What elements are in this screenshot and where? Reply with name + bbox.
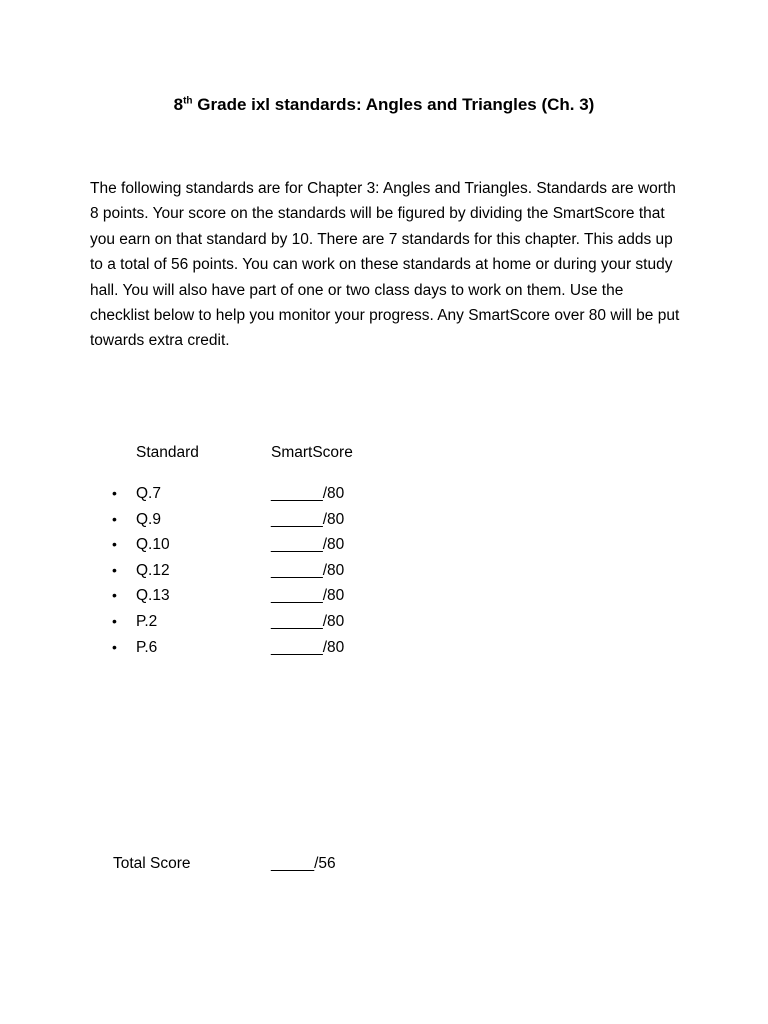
smartscore-blank: ______/80 [271,510,345,528]
standard-code: Q.12 [136,561,170,579]
list-item [0,583,500,609]
smartscore-blank: ______/80 [271,561,345,579]
standards-table-header [136,444,436,466]
total-score-label: Total Score [113,855,191,872]
smartscore-blank: ______/80 [271,485,345,502]
list-item [0,507,500,533]
list-item [0,558,500,584]
list-item [0,532,500,558]
standard-code: Q.13 [136,587,170,605]
smartscore-blank: ______/80 [271,612,345,630]
title-superscript: th [183,95,193,107]
smartscore-blank: ______/80 [271,536,345,554]
list-item [0,635,500,661]
page-title [0,93,768,117]
total-score-blank: _____/56 [271,855,336,872]
standard-code: Q.9 [136,510,161,528]
standard-code: P.2 [136,612,158,630]
standard-code: P.6 [136,638,158,656]
bullet-icon: • [112,536,117,553]
standard-code: Q.7 [136,485,161,502]
total-score-row [113,852,413,876]
title-text: Grade ixl standards: Angles and Triangles (Ch. 3) [192,95,595,114]
bullet-icon: • [112,587,117,604]
bullet-icon: • [112,510,117,527]
standard-code: Q.10 [136,536,170,554]
smartscore-blank: ______/80 [271,638,345,656]
list-item [0,609,500,635]
bullet-icon: • [112,485,117,501]
list-item [0,481,500,507]
standards-checklist [0,481,500,660]
title-prefix: 8 [173,95,184,114]
bullet-icon: • [112,638,117,655]
smartscore-column-header: SmartScore [271,444,353,461]
bullet-icon: • [112,561,117,578]
smartscore-blank: ______/80 [271,587,345,605]
bullet-icon: • [112,612,117,629]
standard-column-header: Standard [136,444,199,461]
intro-paragraph: The following standards are for Chapter 3: Angles and Triangles. Standards are worth 8 points. Your score on the standards will be figured by dividing the SmartScore that you earn on that standard by 10. There are 7 standards for this chapter. This adds up to a total of 56 points. You can work on these standards at home or during your study hall. You will also have part of one or two class days to work on them. Use the checklist below to help you monitor your progress. Any SmartScore over 80 will be put towards extra credit. [90,180,680,350]
